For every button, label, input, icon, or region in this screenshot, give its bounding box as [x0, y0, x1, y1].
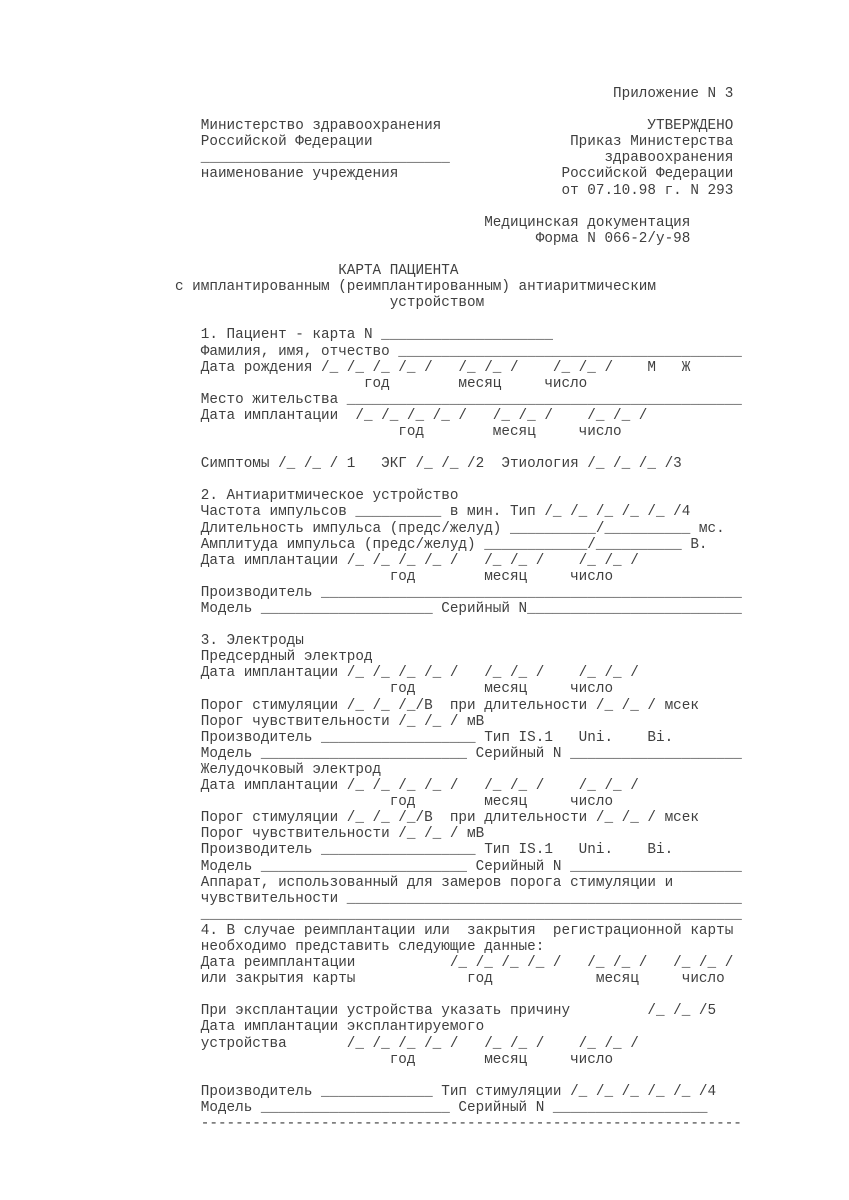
page-subtitle: с имплантированным (реимплантированным) антиаритмическим	[175, 279, 656, 296]
doc-line	[175, 247, 742, 263]
doc-line	[175, 440, 742, 456]
measuring-device-label: Аппарат, использованный для замеров порога стимуляции и	[175, 874, 674, 891]
ministry-line: Российской Федерации Приказ Министерства	[175, 134, 734, 151]
section-4-heading: 4. В случае реимплантации или закрытия регистрационной карты	[175, 922, 734, 939]
form-code-line: Форма N 066-2/у-98	[175, 230, 691, 247]
implant-date-field: Дата имплантации /_ /_ /_ /_ / /_ /_ / /_ /_ /	[175, 407, 648, 424]
section-4-heading: необходимо представить следующие данные:	[175, 938, 545, 955]
reimplant-date-field: Дата реимплантации /_ /_ /_ /_ / /_ /_ / /_ /_ /	[175, 955, 734, 972]
patient-card-form	[175, 86, 742, 1132]
manufacturer-type-field: Производитель __________________ Тип IS.1 Uni. Bi.	[175, 729, 674, 746]
patient-name-field: Фамилия, имя, отчество ________________________________________	[175, 343, 742, 360]
doc-line	[175, 199, 742, 215]
model-serial-field: Модель ________________________ Серийный N ____________________	[175, 858, 742, 875]
manufacturer-field: Производитель _________________________________________________	[175, 584, 742, 601]
section-4-reimplantation	[175, 923, 742, 1132]
form-title	[175, 263, 742, 327]
model-serial-field: Модель ______________________ Серийный N __________________	[175, 1099, 708, 1116]
doc-line	[175, 102, 742, 118]
symptoms-ecg-etiology-fields: Симптомы /_ /_ / 1 ЭКГ /_ /_ /2 Этиология /_ /_ /_ /3	[175, 456, 682, 473]
date-caption-row: год месяц число	[175, 423, 622, 440]
stimulation-threshold-field: Порог стимуляции /_ /_ /_/В при длительности /_ /_ / мсек	[175, 810, 699, 827]
birth-date-field: Дата рождения /_ /_ /_ /_ / /_ /_ / /_ /_ / М Ж	[175, 359, 691, 376]
address-field: Место жительства ______________________________________________	[175, 391, 742, 408]
manufacturer-stimulation-type-field: Производитель _____________ Тип стимуляции /_ /_ /_ /_ /_ /4	[175, 1083, 717, 1100]
explant-device-date-field: устройства /_ /_ /_ /_ / /_ /_ / /_ /_ /	[175, 1035, 639, 1052]
blank-rule: _______________________________________________________________	[175, 906, 742, 923]
section-1-patient	[175, 327, 742, 488]
institution-caption: наименование учреждения Российской Федерации	[175, 166, 734, 183]
page-subtitle: устройством	[175, 295, 485, 312]
stimulation-threshold-field: Порог стимуляции /_ /_ /_/В при длительности /_ /_ / мсек	[175, 697, 699, 714]
institution-name-blank: _____________________________ здравоохранения	[175, 150, 734, 167]
explant-device-date-label: Дата имплантации эксплантируемого	[175, 1019, 485, 1036]
annex-note: Приложение N 3	[175, 86, 734, 102]
doc-line	[175, 987, 742, 1003]
atrial-electrode-heading: Предсердный электрод	[175, 649, 373, 666]
order-number-line: от 07.10.98 г. N 293	[175, 182, 734, 199]
page-title: КАРТА ПАЦИЕНТА	[175, 263, 459, 280]
date-caption-row: год месяц число	[175, 681, 614, 698]
section-2-heading: 2. Антиаритмическое устройство	[175, 488, 459, 505]
implant-date-field: Дата имплантации /_ /_ /_ /_ / /_ /_ / /_ /_ /	[175, 552, 639, 569]
header-block	[175, 86, 742, 263]
dashed-separator: ---------------------------------------------------------------	[175, 1116, 742, 1132]
model-serial-field: Модель ____________________ Серийный N_________________________	[175, 601, 742, 617]
pulse-amplitude-field: Амплитуда импульса (предс/желуд) ____________/__________ В.	[175, 536, 708, 553]
date-caption-row: или закрытия карты год месяц число	[175, 971, 725, 988]
doc-line	[175, 617, 742, 633]
model-serial-field: Модель ________________________ Серийный N ____________________	[175, 745, 742, 762]
sensitivity-threshold-field: Порог чувствительности /_ /_ / мВ	[175, 713, 485, 730]
ventricular-electrode-heading: Желудочковый электрод	[175, 761, 382, 778]
sensitivity-threshold-field: Порог чувствительности /_ /_ / мВ	[175, 826, 485, 843]
patient-card-number-field: 1. Пациент - карта N ____________________	[175, 327, 553, 344]
section-3-heading: 3. Электроды	[175, 633, 304, 650]
pulse-duration-field: Длительность импульса (предс/желуд) __________/__________ мс.	[175, 520, 725, 537]
manufacturer-type-field: Производитель __________________ Тип IS.1 Uni. Bi.	[175, 842, 674, 859]
section-3-electrodes	[175, 633, 742, 923]
doc-line	[175, 311, 742, 327]
med-documentation-line: Медицинская документация	[175, 214, 691, 231]
implant-date-field: Дата имплантации /_ /_ /_ /_ / /_ /_ / /_ /_ /	[175, 778, 639, 795]
doc-line	[175, 1068, 742, 1084]
section-2-device	[175, 488, 742, 633]
date-caption-row: год месяц число	[175, 568, 614, 585]
measuring-device-field: чувствительности ______________________________________________	[175, 890, 742, 907]
date-caption-row: год месяц число	[175, 375, 588, 392]
ministry-line: Министерство здравоохранения УТВЕРЖДЕНО	[175, 118, 734, 135]
doc-line	[175, 472, 742, 488]
pulse-rate-field: Частота импульсов __________ в мин. Тип /_ /_ /_ /_ /_ /4	[175, 504, 691, 521]
date-caption-row: год месяц число	[175, 1051, 614, 1068]
implant-date-field: Дата имплантации /_ /_ /_ /_ / /_ /_ / /_ /_ /	[175, 665, 639, 682]
explant-reason-field: При эксплантации устройства указать причину /_ /_ /5	[175, 1003, 717, 1020]
date-caption-row: год месяц число	[175, 794, 614, 811]
